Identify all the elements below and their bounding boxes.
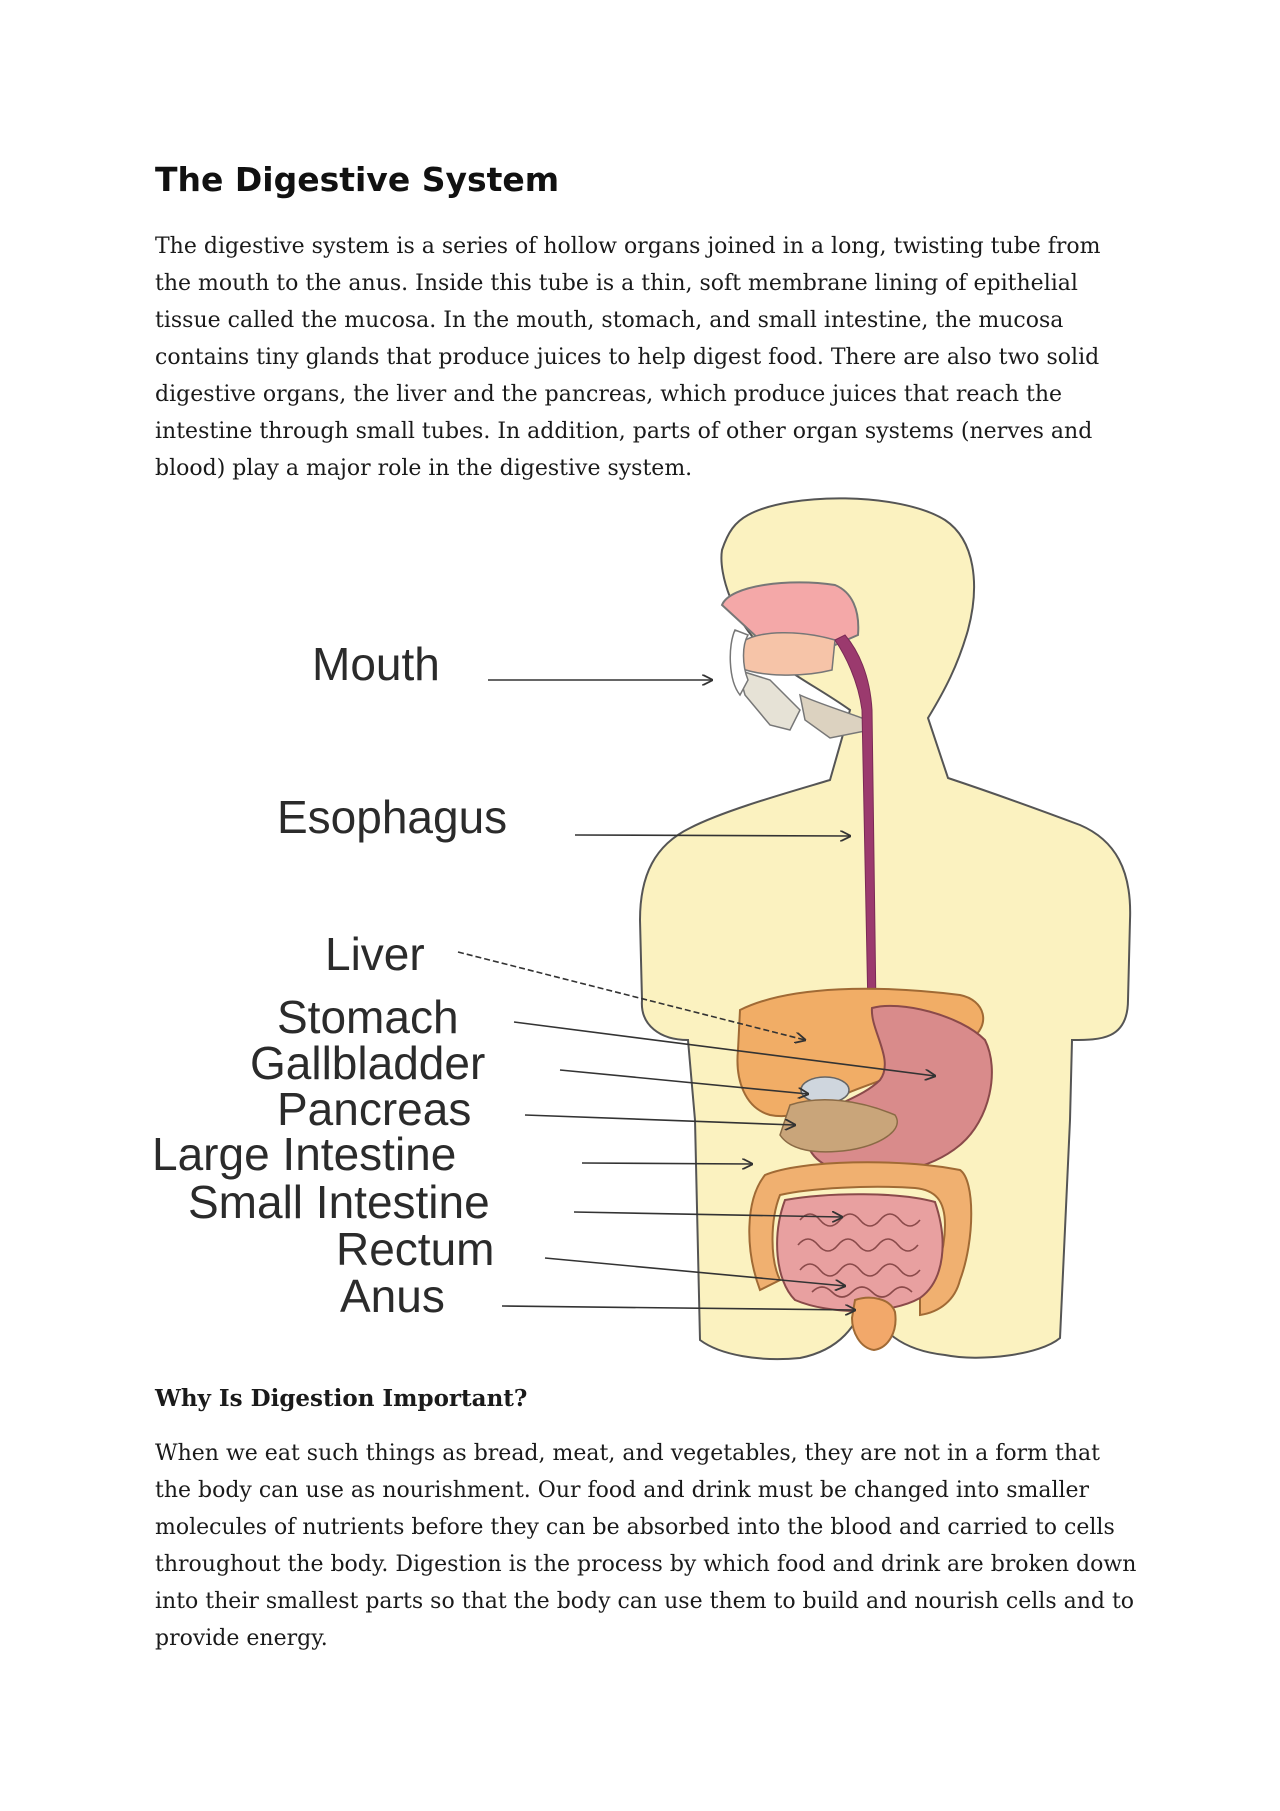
label-gallbladder: Gallbladder — [250, 1037, 486, 1089]
label-esophagus: Esophagus — [277, 791, 508, 843]
label-rectum: Rectum — [336, 1223, 495, 1275]
label-anus: Anus — [340, 1270, 445, 1322]
digestive-system-diagram — [0, 480, 1280, 1380]
pointer-esophagus — [575, 835, 850, 836]
label-large-intestine: Large Intestine — [152, 1128, 457, 1180]
small-intestine-organ — [777, 1194, 942, 1311]
label-pancreas: Pancreas — [277, 1083, 472, 1135]
page-title: The Digestive System — [155, 160, 560, 199]
rectum-organ — [852, 1298, 896, 1350]
label-small-intestine: Small Intestine — [188, 1176, 490, 1228]
label-stomach: Stomach — [277, 991, 459, 1043]
intro-paragraph: The digestive system is a series of hollow organs joined in a long, twisting tube from the mouth to the anus. Inside this tube is a thin, soft membrane lining of epithelial tissue called the mucosa. In the mouth, stomach, and small intestine, the mucosa contains tiny glands that produce juices to help digest food. There are also two solid digestive organs, the liver and the pancreas, which produce juices that reach the intestine through small tubes. In addition, parts of other organ systems (nerves and blood) play a major role in the digestive system. — [155, 234, 1101, 481]
label-mouth: Mouth — [312, 638, 440, 690]
why-digestion-paragraph: When we eat such things as bread, meat, and vegetables, they are not in a form that the body can use as nourishment. Our food and drink must be changed into smaller molecules of nutrients before they can be absorbed into the blood and carried to cells throughout the body. Digestion is the process by which food and drink are broken down into their smallest parts so that the body can use them to build and nourish cells and to provide energy. — [155, 1441, 1137, 1651]
pointer-large-intestine — [582, 1163, 752, 1164]
section-heading-why-digestion: Why Is Digestion Important? — [155, 1385, 528, 1412]
label-liver: Liver — [325, 928, 425, 980]
